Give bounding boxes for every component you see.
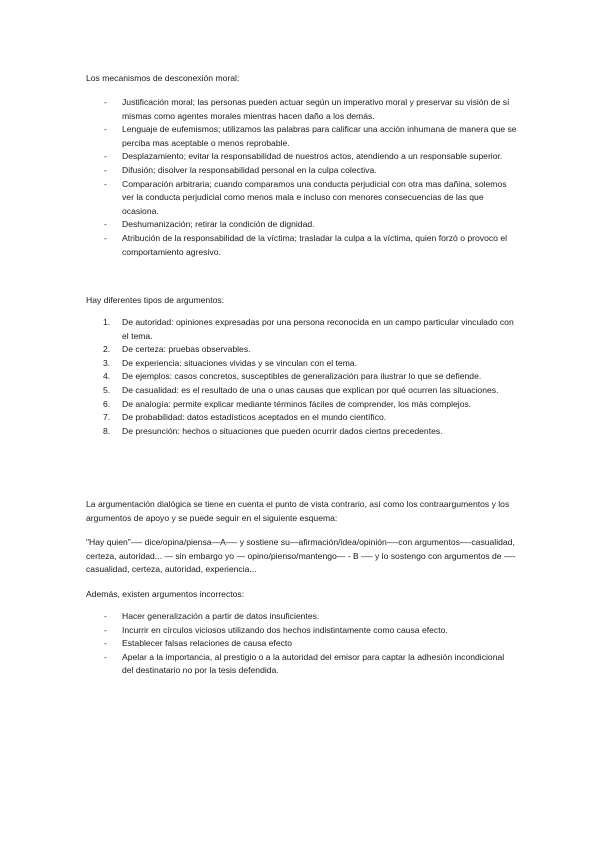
list-item-text: De analogía: permite explicar mediante términos fáciles de comprender, los más complejos.: [122, 398, 472, 409]
list-number: 3.: [103, 357, 111, 368]
list-item-text: Justificación moral; las personas pueden actuar según un imperativo moral y preservar su visión de sí mismas como agentes morales mientras hacen daño a los demás.: [122, 97, 510, 121]
argument-scheme-paragraph: "Hay quien"-— dice/opina/piensa—A—- y sostiene su—afirmación/idea/opinión—-con argumentos—-casualidad, certeza, autoridad... — sin embargo yo — opino/pienso/mantengo— - B -— y lo sostengo con argumentos de —- casualidad, certeza, autoridad, experiencia...: [86, 537, 516, 575]
list-item: [86, 123, 518, 150]
list-marker: -: [104, 164, 107, 175]
list-item: [86, 316, 518, 343]
list-number: 5.: [103, 384, 111, 395]
list-marker: -: [104, 151, 107, 162]
list-item-text: Incurrir en círculos viciosos utilizando dos hechos indistintamente como causa efecto.: [122, 624, 448, 635]
list-item: [86, 384, 518, 398]
list-item-text: De presunción: hechos o situaciones que pueden ocurrir dados ciertos precedentes.: [122, 425, 443, 436]
list-item-text: Lenguaje de eufemismos; utilizamos las palabras para calificar una acción inhumana de manera que se perciba mas aceptable o menos reprobable.: [122, 124, 517, 148]
list-marker: -: [104, 651, 107, 662]
list-item-text: De certeza: pruebas observables.: [122, 344, 251, 355]
list-item-text: Difusión; disolver la responsabilidad personal en la culpa colectiva.: [122, 164, 377, 175]
list-number: 1.: [103, 317, 111, 327]
list-marker: -: [104, 232, 107, 243]
list-item-text: Establecer falsas relaciones de causa efecto: [122, 638, 293, 649]
list-number: 2.: [103, 344, 111, 355]
incorrect-arguments-list: [86, 610, 518, 678]
list-item: [86, 370, 518, 384]
list-item: [86, 637, 518, 651]
list-marker: -: [104, 178, 107, 189]
list-item: [86, 150, 518, 164]
list-item-text: De ejemplos: casos concretos, susceptibles de generalización para ilustrar lo que se defiende.: [122, 371, 482, 382]
list-item: [86, 425, 518, 439]
list-item: [86, 398, 518, 412]
list-item: [86, 96, 518, 123]
list-item-text: Deshumanización; retirar la condición de dignidad.: [122, 219, 315, 230]
dialogic-paragraph: La argumentación dialógica se tiene en cuenta el punto de vista contrario, así como los contraargumentos y los argumentos de apoyo y se puede seguir en el siguiente esquema:: [86, 499, 510, 523]
list-item-text: De autoridad: opiniones expresadas por una persona reconocida en un campo particular vinculado con el tema.: [122, 317, 514, 341]
list-marker: -: [104, 611, 107, 621]
list-item-text: De experiencia: situaciones vividas y se vinculan con el tema.: [122, 357, 358, 368]
list-item: [86, 178, 518, 219]
list-marker: -: [104, 638, 107, 649]
list-item: [86, 232, 518, 259]
list-item-text: Desplazamiento; evitar la responsabilidad de nuestros actos, atendiendo a un responsable superior.: [122, 151, 503, 162]
list-number: 8.: [103, 425, 111, 436]
list-item-text: De casualidad: es el resultado de una o unas causas que explican por qué ocurren las situaciones.: [122, 384, 499, 395]
list-item-text: Apelar a la importancia, al prestigio o a la autoridad del emisor para captar la adhesión incondicional del destinatario no por la tesis defendida.: [122, 651, 505, 676]
list-marker: -: [104, 124, 107, 135]
list-item-text: Comparación arbitraria; cuando comparamos una conducta perjudicial con otra mas dañina, solemos ver la conducta perjudicial como menos mala e incluso con menores consecuencias de las que ocasiona.: [122, 178, 507, 216]
list-item-text: De probabilidad: datos estadísticos aceptados en el mundo científico.: [122, 412, 387, 423]
list-marker: -: [104, 97, 107, 107]
list-item: [86, 357, 518, 371]
list-item: [86, 651, 518, 678]
list-item: [86, 610, 518, 624]
list-number: 6.: [103, 398, 111, 409]
list-item: [86, 624, 518, 638]
list-item: [86, 164, 518, 178]
list-item-text: Hacer generalización a partir de datos insuficientes.: [122, 611, 320, 621]
list-item: [86, 218, 518, 232]
argument-types-heading: Hay diferentes tipos de argumentos:: [86, 295, 225, 305]
moral-disengagement-list: [86, 96, 518, 259]
list-item-text: Atribución de la responsabilidad de la víctima; trasladar la culpa a la víctima, quien forzó o provoco el comportamiento agresivo.: [122, 232, 508, 257]
list-item: [86, 343, 518, 357]
list-number: 4.: [103, 371, 111, 382]
argument-types-list: [86, 316, 518, 438]
moral-disengagement-heading: Los mecanismos de desconexión moral:: [86, 73, 240, 83]
list-number: 7.: [103, 412, 111, 423]
list-marker: -: [104, 624, 107, 635]
incorrect-arguments-heading: Además, existen argumentos incorrectos:: [86, 589, 245, 599]
list-marker: -: [104, 219, 107, 230]
list-item: [86, 411, 518, 425]
